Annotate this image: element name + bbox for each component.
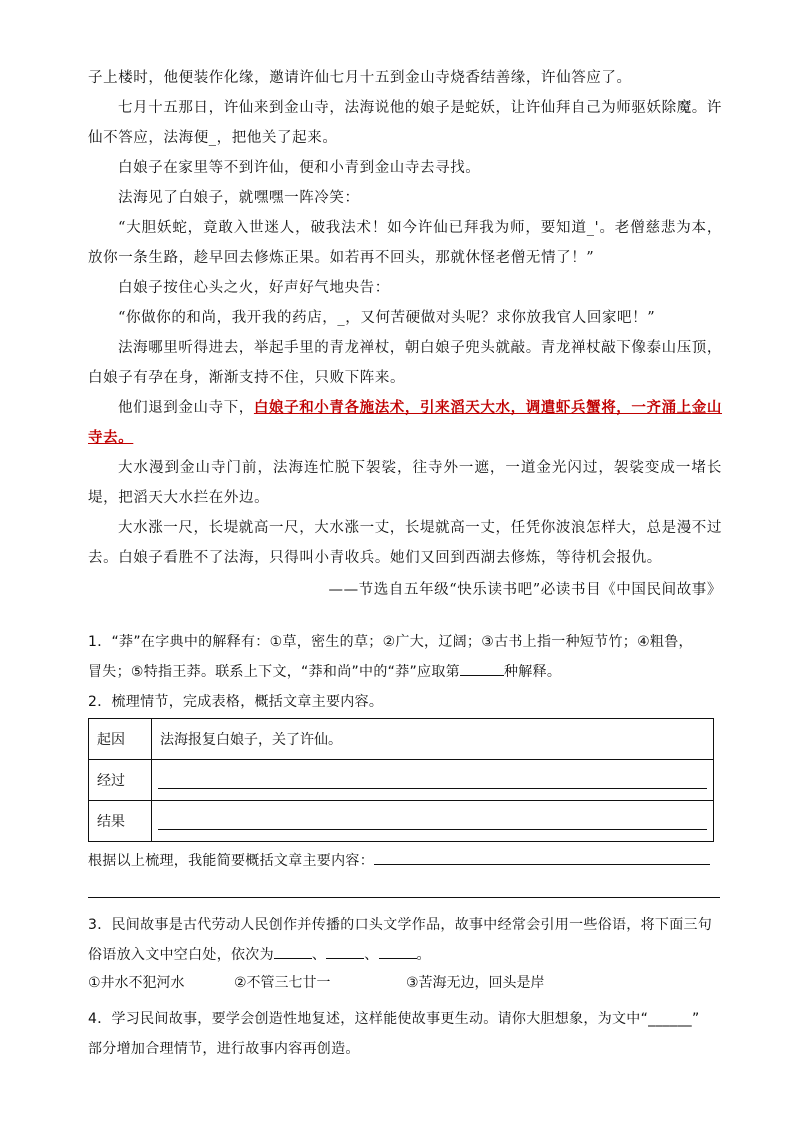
story-paragraph-10: 大水漫到金山寺门前，法海连忙脱下袈裟，往寺外一遮，一道金光闪过，袈裟变成一堵长堤，把滔天大水拦在外边。 — [88, 460, 722, 506]
option-1: ①井水不犯河水 — [88, 975, 185, 991]
story-paragraph-2: 七月十五那日，许仙来到金山寺，法海说他的娘子是蛇妖，让许仙拜自己为师驱妖除魔。许仙不答应，法海便_，把他关了起来。 — [88, 100, 722, 146]
story-text — [88, 63, 722, 605]
question-3-blank-2[interactable] — [326, 942, 364, 959]
question-3-text: 俗语放入文中空白处，依次为 — [88, 947, 274, 963]
question-1-answer-blank[interactable] — [460, 659, 504, 676]
option-2: ②不管三七廿一 — [234, 975, 331, 991]
summary-answer-blank[interactable] — [374, 848, 710, 865]
table-row — [89, 760, 714, 801]
story-line-1: 子上楼时，他便装作化缘，邀请许仙七月十五到金山寺烧香结善缘，许仙答应了。 — [88, 70, 632, 86]
question-3-blank-1[interactable] — [274, 942, 312, 959]
question-1-text: 冒失；⑤特指王莽。联系上下文，“莽和尚”中的“莽”应取第 — [88, 664, 460, 680]
option-3: ③苦海无边，回头是岸 — [406, 975, 545, 991]
table-row — [89, 801, 714, 842]
summary-prompt-text: 根据以上梳理，我能简要概括文章主要内容： — [88, 853, 374, 869]
summary-prompt — [88, 846, 722, 876]
question-3-line-2 — [88, 940, 722, 970]
question-2-prompt: 2．梳理情节，完成表格，概括文章主要内容。 — [88, 694, 384, 710]
separator: 、 — [364, 947, 379, 963]
question-4-line-1: 4．学习民间故事，要学会创造性地复述，这样能使故事更生动。请你大胆想象，为文中“______” — [88, 1011, 700, 1027]
highlighted-sentence: 白娘子和小青各施法术，引来滔天大水，调遣虾兵蟹将，一齐涌上金山寺去。 — [88, 399, 723, 446]
row-content-cause: 法海报复白娘子，关了许仙。 — [152, 719, 714, 760]
story-paragraph-7: “你做你的和尚，我开我的药店，_，又何苦硬做对头呢？求你放我官人回家吧！” — [118, 310, 656, 326]
question-1-line-1: 1．“莽”在字典中的解释有：①草，密生的草；②广大，辽阔；③古书上指一种短节竹；④粗鲁， — [88, 634, 693, 650]
question-3-options — [88, 972, 545, 992]
question-1-line-2 — [88, 657, 722, 687]
table-row — [89, 719, 714, 760]
source-citation: ——节选自五年级“快乐读书吧”必读书目《中国民间故事》 — [328, 582, 722, 598]
plot-table — [88, 718, 714, 842]
row-label-process: 经过 — [89, 760, 152, 801]
summary-answer-line-2[interactable] — [88, 897, 720, 898]
story-paragraph-9 — [88, 393, 722, 453]
story-paragraph-5: “大胆妖蛇，竟敢入世迷人，破我法术！如今许仙已拜我为师，要知道_'。老僧慈悲为本，放你一条生路，趁早回去修炼正果。如若再不回头，那就休怪老僧无情了！” — [88, 220, 722, 266]
row-label-cause: 起因 — [89, 719, 152, 760]
row-label-result: 结果 — [89, 801, 152, 842]
story-paragraph-8: 法海哪里听得进去，举起手里的青龙禅杖，朝白娘子兜头就敲。青龙禅杖敲下像泰山压顶，白娘子有孕在身，渐渐支持不住，只败下阵来。 — [88, 340, 722, 386]
story-paragraph-9-text: 他们退到金山寺下， — [118, 400, 254, 416]
question-3-line-1: 3．民间故事是古代劳动人民创作并传播的口头文学作品，故事中经常会引用一些俗语，将下面三句 — [88, 917, 713, 933]
story-paragraph-11: 大水涨一尺，长堤就高一尺，大水涨一丈，长堤就高一丈，任凭你波浪怎样大，总是漫不过去。白娘子看胜不了法海，只得叫小青收兵。她们又回到西湖去修炼，等待机会报仇。 — [88, 520, 722, 566]
row-answer-result[interactable] — [152, 801, 714, 842]
story-paragraph-6: 白娘子按住心头之火，好声好气地央告： — [118, 280, 390, 296]
row-answer-process[interactable] — [152, 760, 714, 801]
question-1-suffix: 种解释。 — [503, 664, 562, 680]
question-4-line-2: 部分增加合理情节，进行故事内容再创造。 — [88, 1041, 360, 1057]
story-paragraph-3: 白娘子在家里等不到许仙，便和小青到金山寺去寻找。 — [118, 160, 481, 176]
separator: 、 — [311, 947, 327, 963]
question-3-blank-3[interactable] — [379, 942, 417, 959]
answer-line — [158, 788, 707, 789]
period: 。 — [416, 947, 431, 963]
answer-line — [158, 829, 707, 830]
story-paragraph-4: 法海见了白娘子，就嘿嘿一阵冷笑： — [118, 190, 360, 206]
